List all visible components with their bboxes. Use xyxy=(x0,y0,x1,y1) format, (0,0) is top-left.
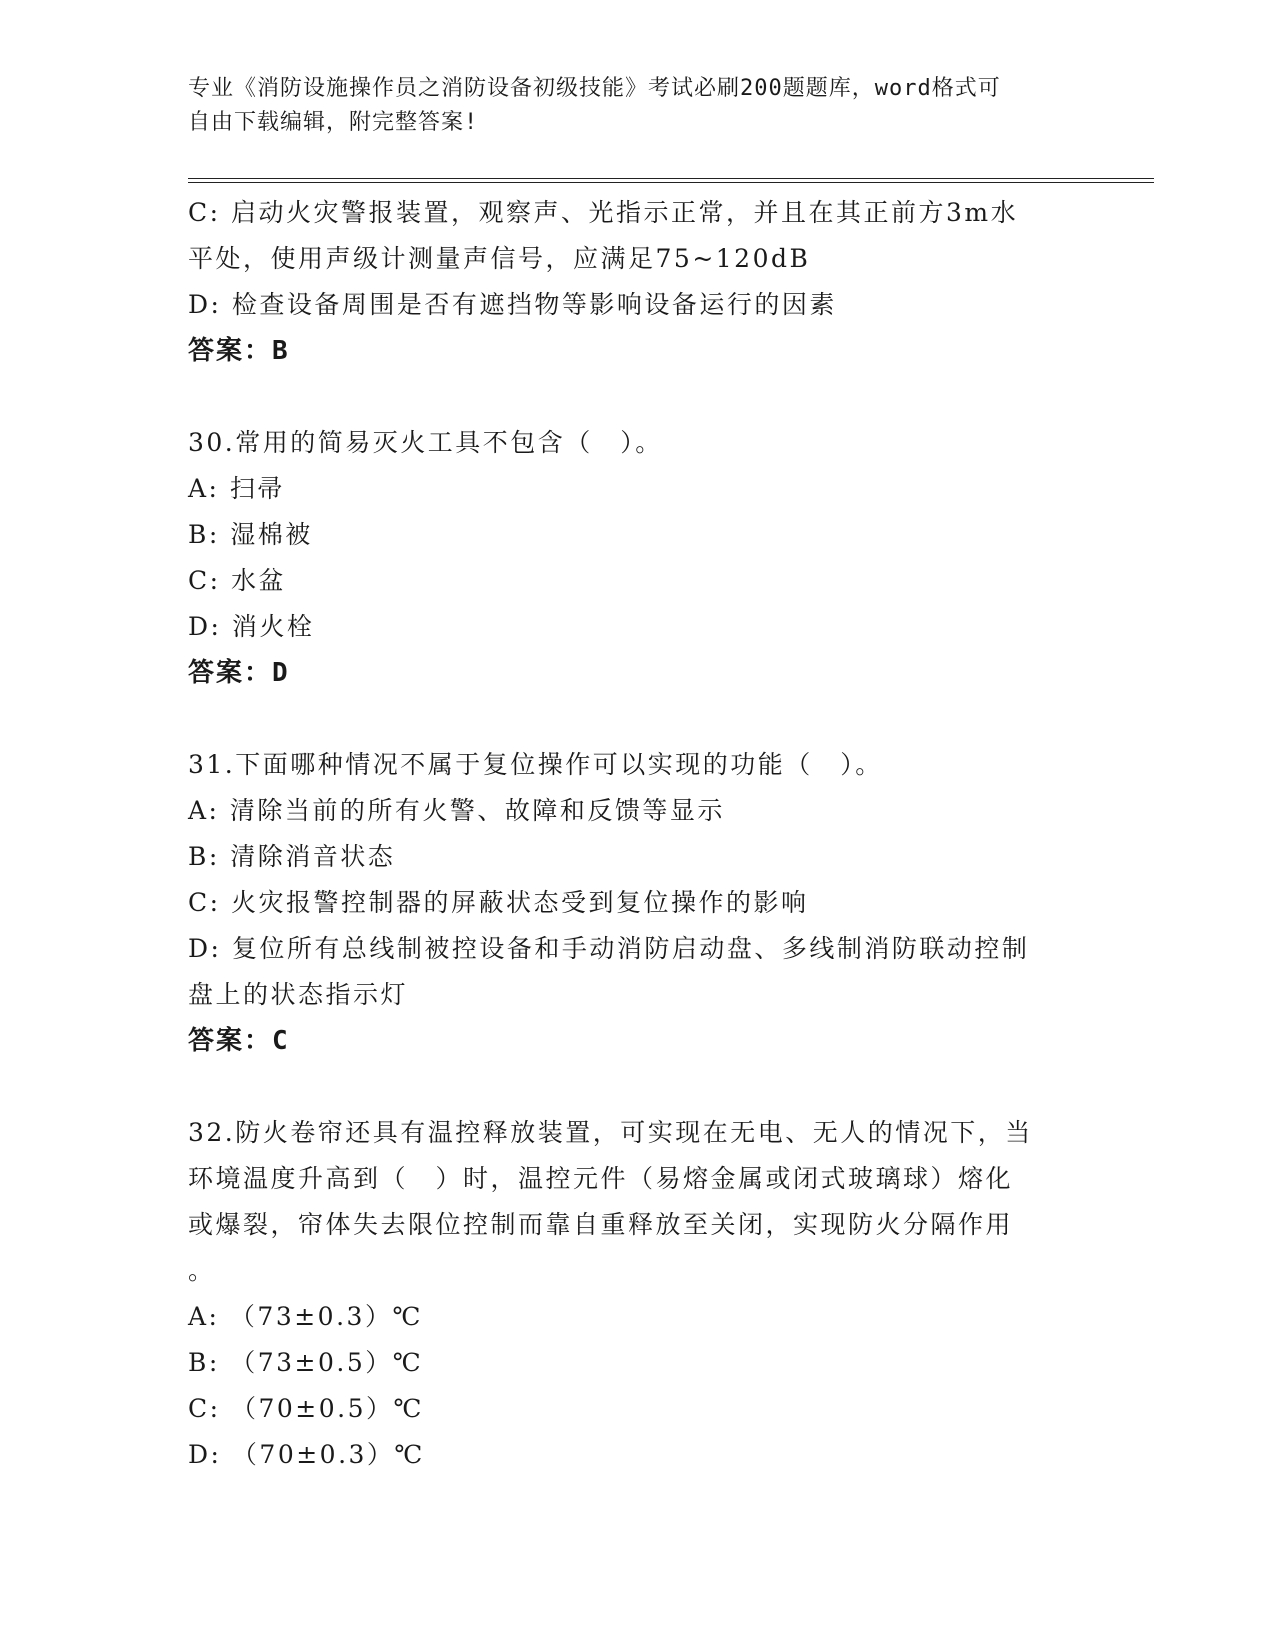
spacer xyxy=(188,1064,1088,1110)
spacer xyxy=(188,374,1088,420)
q32-stem-line-3: 或爆裂，帘体失去限位控制而靠自重释放至关闭，实现防火分隔作用 xyxy=(188,1210,1014,1239)
q30-stem: 30.常用的简易灭火工具不包含（ ）。 xyxy=(188,428,663,457)
question-32 xyxy=(188,1110,1088,1478)
q31-option-d-line-2: 盘上的状态指示灯 xyxy=(188,980,409,1009)
question-content xyxy=(188,190,1088,1478)
q32-stem-line-4: 。 xyxy=(188,1256,216,1285)
q30-option-d: D: 消火栓 xyxy=(188,612,315,641)
q32-option-b: B: （73±0.5）℃ xyxy=(188,1348,424,1377)
q30-option-b: B: 湿棉被 xyxy=(188,520,313,549)
q29-option-d: D: 检查设备周围是否有遮挡物等影响设备运行的因素 xyxy=(188,290,837,319)
q32-stem-line-2: 环境温度升高到（ ）时，温控元件（易熔金属或闭式玻璃球）熔化 xyxy=(188,1164,1014,1193)
q31-option-c: C: 火灾报警控制器的屏蔽状态受到复位操作的影响 xyxy=(188,888,809,917)
q31-answer: 答案：C xyxy=(188,1026,290,1056)
q31-option-d-line-1: D: 复位所有总线制被控设备和手动消防启动盘、多线制消防联动控制 xyxy=(188,934,1030,963)
q30-option-a: A: 扫帚 xyxy=(188,474,285,503)
header-title-line-2: 自由下载编辑，附完整答案! xyxy=(188,110,479,135)
q29-answer: 答案：B xyxy=(188,336,290,366)
header-divider xyxy=(188,178,1154,183)
q31-option-a: A: 清除当前的所有火警、故障和反馈等显示 xyxy=(188,796,725,825)
q29-option-c-line-2: 平处，使用声级计测量声信号，应满足75~120dB xyxy=(188,244,811,273)
header-title-line-1: 专业《消防设施操作员之消防设备初级技能》考试必刷200题题库，word格式可 xyxy=(188,76,1001,101)
q31-option-b: B: 清除消音状态 xyxy=(188,842,396,871)
q32-option-d: D: （70±0.3）℃ xyxy=(188,1440,425,1469)
question-29-tail xyxy=(188,190,1088,374)
question-30 xyxy=(188,420,1088,696)
page-header xyxy=(188,72,1068,140)
question-31 xyxy=(188,742,1088,1064)
q30-option-c: C: 水盆 xyxy=(188,566,286,595)
q31-stem: 31.下面哪种情况不属于复位操作可以实现的功能（ ）。 xyxy=(188,750,883,779)
q32-option-c: C: （70±0.5）℃ xyxy=(188,1394,424,1423)
spacer xyxy=(188,696,1088,742)
q32-stem-line-1: 32.防火卷帘还具有温控释放装置，可实现在无电、无人的情况下，当 xyxy=(188,1118,1033,1147)
q29-option-c-line-1: C: 启动火灾警报装置，观察声、光指示正常，并且在其正前方3m水 xyxy=(188,198,1019,227)
q30-answer: 答案：D xyxy=(188,658,290,688)
q32-option-a: A: （73±0.3）℃ xyxy=(188,1302,423,1331)
